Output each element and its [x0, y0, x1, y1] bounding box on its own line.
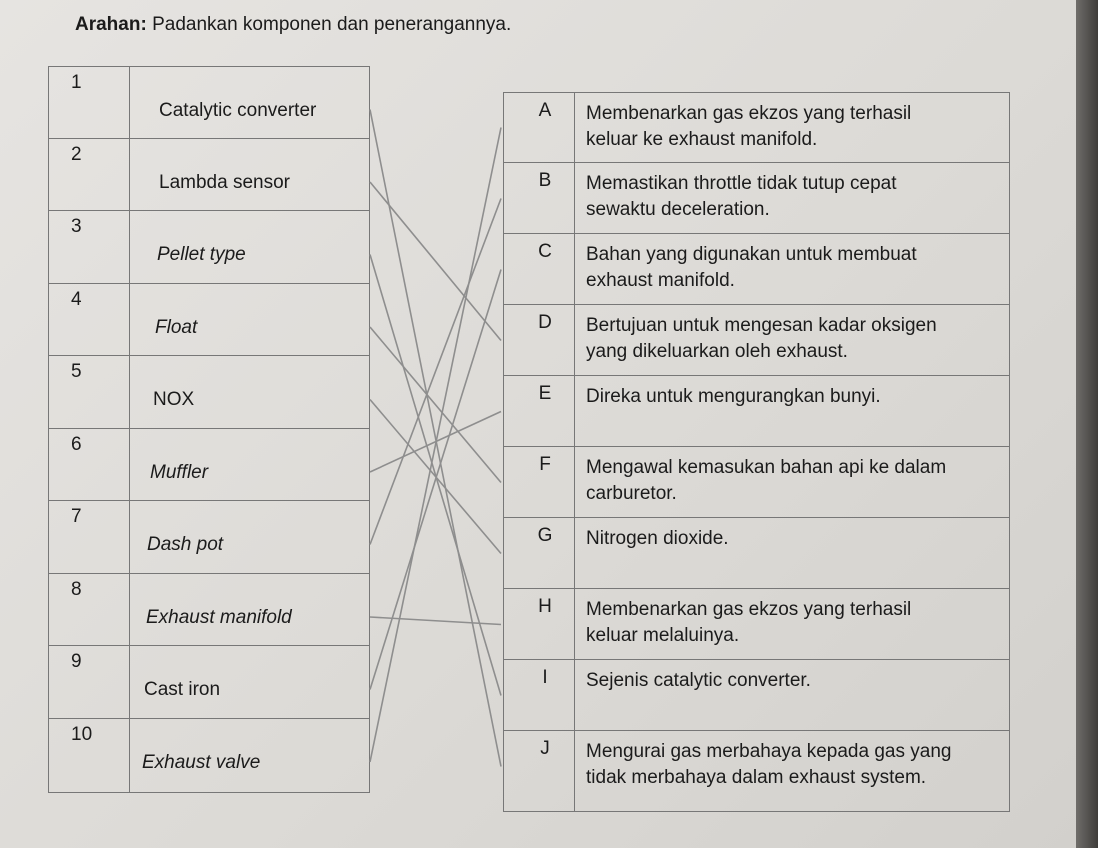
match-line-3-I [370, 255, 501, 696]
component-name: NOX [153, 389, 195, 410]
instruction-label: Arahan: [75, 14, 147, 35]
description-line2: yang dikeluarkan oleh exhaust. [586, 341, 848, 362]
component-number: 7 [71, 506, 82, 527]
description-line1: Bertujuan untuk mengesan kadar oksigen [586, 315, 937, 336]
description-letter: D [538, 312, 552, 333]
component-name: Catalytic converter [159, 100, 317, 121]
component-name: Cast iron [144, 679, 221, 700]
component-number: 3 [71, 216, 82, 237]
description-letter: H [538, 596, 552, 617]
match-line-2-D [370, 182, 501, 341]
component-number: 5 [71, 361, 82, 382]
component-number: 8 [71, 578, 82, 600]
description-letter: J [540, 738, 550, 759]
description-line2: keluar ke exhaust manifold. [586, 129, 818, 150]
component-name: Pellet type [157, 244, 246, 265]
match-line-7-B [370, 199, 501, 545]
description-letter: A [538, 100, 552, 121]
component-name: Exhaust valve [142, 751, 261, 773]
description-line1: Mengurai gas merbahaya kepada gas yang [586, 741, 952, 762]
component-number: 2 [71, 143, 82, 165]
description-line1: Sejenis catalytic converter. [586, 670, 811, 691]
component-name: Exhaust manifold [146, 606, 292, 628]
component-name: Lambda sensor [159, 171, 290, 193]
component-number: 9 [71, 651, 82, 672]
component-number: 4 [71, 288, 82, 310]
description-line1: Nitrogen dioxide. [586, 528, 729, 549]
component-name: Float [155, 316, 198, 338]
description-letter: B [538, 170, 552, 191]
component-number: 10 [71, 723, 93, 745]
description-letter: E [538, 383, 552, 404]
component-name: Dash pot [147, 534, 224, 555]
description-line1: Membenarkan gas ekzos yang terhasil [586, 103, 912, 124]
match-line-9-C [370, 270, 501, 690]
description-line1: Memastikan throttle tidak tutup cepat [586, 173, 897, 194]
description-letter: G [537, 525, 553, 546]
match-line-5-G [370, 400, 501, 554]
description-line1: Membenarkan gas ekzos yang terhasil [586, 599, 912, 620]
description-line2: carburetor. [586, 483, 677, 504]
instruction-text: Padankan komponen dan penerangannya. [152, 14, 512, 35]
description-letter: I [542, 667, 548, 688]
description-line1: Mengawal kemasukan bahan api ke dalam [586, 457, 947, 478]
component-name: Muffler [150, 461, 209, 483]
description-letter: F [539, 454, 551, 475]
description-line2: keluar melaluinya. [586, 625, 740, 646]
description-line2: sewaktu deceleration. [586, 199, 770, 220]
component-number: 6 [71, 433, 82, 455]
description-line2: exhaust manifold. [586, 270, 735, 291]
description-letter: C [538, 241, 552, 262]
match-line-4-F [370, 327, 501, 483]
description-line1: Direka untuk mengurangkan bunyi. [586, 386, 881, 407]
description-line2: tidak merbahaya dalam exhaust system. [586, 767, 927, 788]
component-number: 1 [71, 72, 82, 93]
description-line1: Bahan yang digunakan untuk membuat [586, 244, 917, 265]
match-line-8-H [370, 617, 501, 625]
